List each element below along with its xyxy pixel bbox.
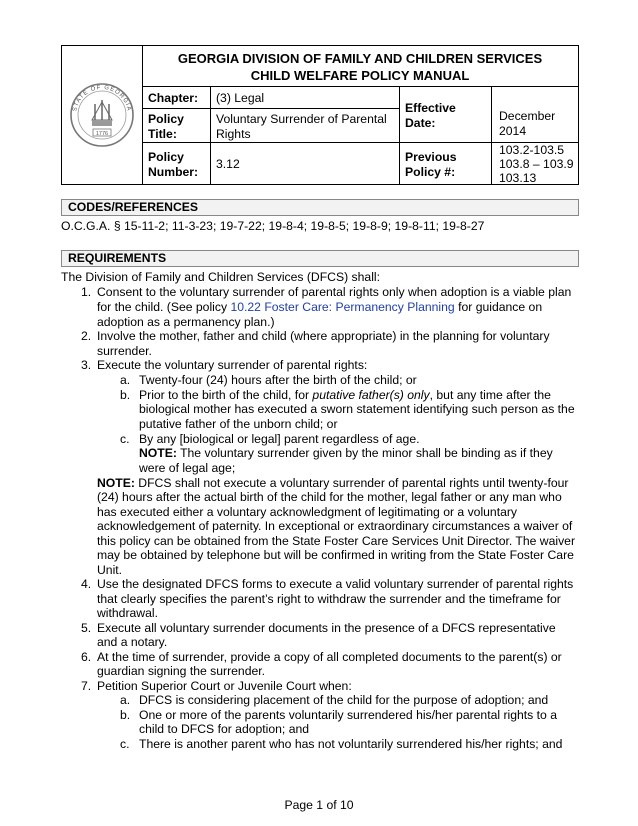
note-line7: Unit.: [97, 563, 123, 577]
header-title-line1: GEORGIA DIVISION OF FAMILY AND CHILDREN SERVICES: [177, 51, 543, 66]
previous-policy-label: Previous Policy #:: [405, 150, 457, 179]
item-1-line1: Consent to the voluntary surrender of parental rights only when adoption is a viable plan: [97, 285, 572, 299]
item-3-line1: Execute the voluntary surrender of parental rights:: [97, 358, 368, 372]
item-1-number: 1.: [81, 285, 92, 299]
item-7-line1: Petition Superior Court or Juvenile Court when:: [97, 679, 352, 693]
item-2-number: 2.: [81, 329, 92, 343]
chapter-label: Chapter:: [148, 91, 199, 105]
effective-date-value: December 2014: [499, 109, 556, 138]
seal-year: 1776: [95, 131, 109, 137]
chapter-value: (3) Legal: [216, 91, 265, 105]
policy-number-label: Policy Number:: [148, 150, 199, 179]
note-line2: (24) hours after the actual birth of the child for the mother, legal father or any man who: [97, 490, 562, 504]
page-number: Page 1 of 10: [284, 798, 354, 812]
item-3c-note-line2: were of legal age;: [139, 461, 236, 475]
item-3b-line3: putative father of the unborn child; or: [139, 417, 338, 431]
policy-title-label: Policy Title:: [148, 112, 184, 141]
effective-date-label: Effective Date:: [405, 101, 456, 130]
item-3a-text: Twenty-four (24) hours after the birth of the child; or: [139, 373, 417, 387]
note-line4: acknowledgement of paternity. In exceptional or extraordinary circumstances a waiver of: [97, 519, 573, 533]
item-3b-letter: b.: [120, 388, 131, 402]
policy-number-value: 3.12: [216, 157, 240, 171]
header-title: [142, 46, 578, 87]
item-1-line2: for the child. (See policy 10.22 Foster Care: Permanency Planning for guidance on: [97, 300, 543, 314]
note-line1: NOTE: DFCS shall not execute a voluntary surrender of parental rights until twenty-four: [97, 476, 569, 490]
item-5-line1: Execute all voluntary surrender documents in the presence of a DFCS representative: [97, 621, 556, 635]
item-4-line1: Use the designated DFCS forms to execute a valid voluntary surrender of parental rights: [97, 577, 574, 591]
note-line3: has executed either a voluntary acknowledgment of legitimating or a voluntary: [97, 505, 518, 519]
item-1-line3: adoption as a permanency plan.): [97, 315, 275, 329]
seal-text: STATE OF GEORGIA: [72, 84, 132, 113]
item-4-number: 4.: [81, 577, 92, 591]
item-3c-letter: c.: [120, 432, 130, 446]
item-4-line2: that clearly specifies the parent’s right to withdraw the surrender and the timeframe for: [97, 592, 561, 606]
seal-cell: [62, 46, 143, 184]
codes-heading: CODES/REFERENCES: [61, 199, 579, 216]
previous-policy-value: 103.2-103.5 103.8 – 103.9 103.13: [499, 143, 574, 185]
item-2-line1: Involve the mother, father and child (where appropriate) in the planning for voluntary: [97, 329, 550, 343]
codes-text: O.C.G.A. § 15-11-2; 11-3-23; 19-7-22; 19-8-4; 19-8-5; 19-8-9; 19-8-11; 19-8-27: [61, 219, 485, 233]
item-6-line2: guardian signing the surrender.: [97, 664, 266, 678]
policy-title-value: Voluntary Surrender of Parental Rights: [216, 112, 387, 141]
item-3b-line2: biological mother has executed a sworn statement identifying such person as the: [139, 402, 575, 416]
item-3a-letter: a.: [120, 373, 131, 387]
note-line5: this policy can be obtained from the State Foster Care Services Unit Director. The waiver: [97, 534, 576, 548]
item-5-number: 5.: [81, 621, 92, 635]
item-7c-text: There is another parent who has not voluntarily surrendered his/her rights; and: [139, 737, 563, 751]
item-7b-line1: One or more of the parents voluntarily surrendered his/her parental rights to a: [139, 708, 557, 722]
item-2-line2: surrender.: [97, 344, 152, 358]
header-title-line2: CHILD WELFARE POLICY MANUAL: [250, 68, 470, 83]
requirements-intro: The Division of Family and Children Services (DFCS) shall:: [61, 270, 381, 284]
item-7b-line2: child to DFCS for adoption; and: [139, 722, 310, 736]
item-3c-note: NOTE: The voluntary surrender given by the minor shall be binding as if they: [139, 446, 553, 460]
note-line6: may be obtained by telephone but will be confirmed in writing from the State Foster Care: [97, 548, 574, 562]
item-7-number: 7.: [81, 679, 92, 693]
item-5-line2: and a notary.: [97, 635, 168, 649]
item-3c-line1: By any [biological or legal] parent regardless of age.: [139, 432, 420, 446]
georgia-seal-icon: [62, 46, 142, 184]
item-7a-text: DFCS is considering placement of the child for the purpose of adoption; and: [139, 693, 549, 707]
item-6-number: 6.: [81, 650, 92, 664]
item-7b-letter: b.: [120, 708, 131, 722]
policy-10-22-link[interactable]: 10.22 Foster Care: Permanency Planning: [230, 300, 455, 314]
item-3b-line1: Prior to the birth of the child, for putative father(s) only, but any time after the: [139, 388, 551, 402]
item-4-line3: withdrawal.: [97, 606, 158, 620]
item-6-line1: At the time of surrender, provide a copy of all completed documents to the parent(s) or: [97, 650, 562, 664]
policy-header-table: [61, 45, 579, 185]
item-3-number: 3.: [81, 358, 92, 372]
item-7a-letter: a.: [120, 693, 131, 707]
item-7c-letter: c.: [120, 737, 130, 751]
requirements-heading: REQUIREMENTS: [61, 250, 579, 267]
